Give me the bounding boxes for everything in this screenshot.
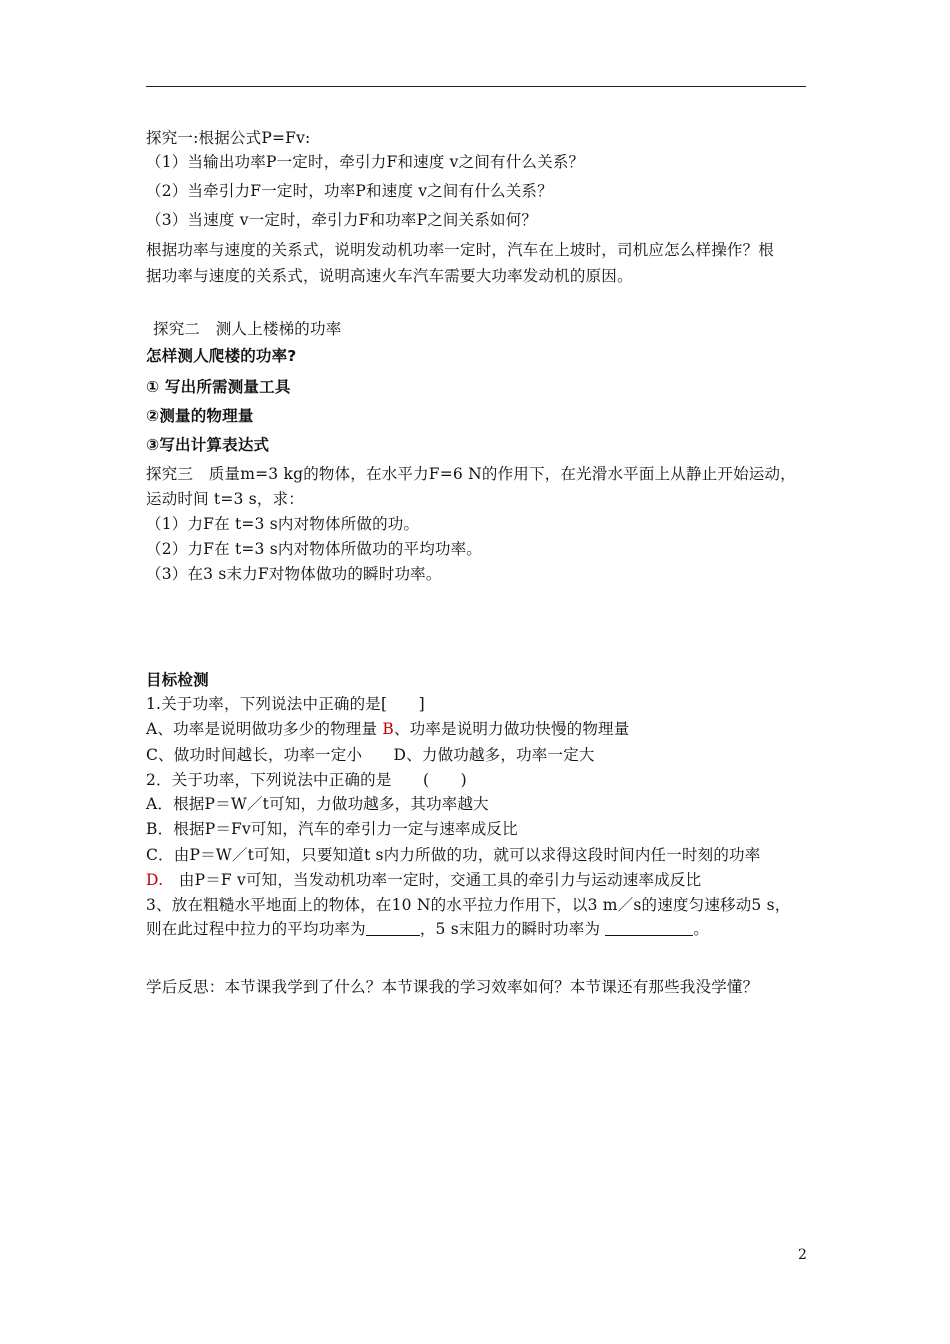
explore2-step-3: ③写出计算表达式 bbox=[146, 436, 270, 454]
q3-text-a: 则在此过程中拉力的平均功率为 bbox=[146, 920, 366, 938]
explore2-step-2: ②测量的物理量 bbox=[146, 407, 254, 425]
explore2-question: 怎样测人爬楼的功率? bbox=[146, 347, 297, 365]
explore3-question-3: （3）在3 s末力F对物体做功的瞬时功率。 bbox=[146, 565, 442, 583]
explore3-question-2: （2）力F在 t=3 s内对物体所做功的平均功率。 bbox=[146, 540, 483, 558]
test-question-2-option-a: A．根据P＝W／t可知，力做功越多，其功率越大 bbox=[146, 795, 489, 813]
answer-blank-1[interactable] bbox=[366, 920, 420, 936]
test-question-2-option-d bbox=[146, 870, 701, 890]
test-question-2: 2．关于功率，下列说法中正确的是 ( ) bbox=[146, 771, 467, 789]
explore3-line-2: 运动时间 t=3 s，求： bbox=[146, 490, 304, 508]
test-question-3-line-2 bbox=[146, 919, 709, 939]
explore2-step-1: ① 写出所需测量工具 bbox=[146, 378, 291, 396]
explore1-paragraph-line-1: 根据功率与速度的关系式，说明发动机功率一定时，汽车在上坡时，司机应怎么样操作？根 bbox=[146, 241, 775, 259]
option-d-letter: D. bbox=[146, 871, 164, 889]
page-number: 2 bbox=[798, 1247, 807, 1263]
explore2-title: 探究二 测人上楼梯的功率 bbox=[153, 320, 342, 338]
option-b-text: 、功率是说明力做功快慢的物理量 bbox=[393, 720, 630, 738]
option-a: A、功率是说明做功多少的物理量 bbox=[146, 720, 378, 738]
explore1-question-2: （2）当牵引力F一定时，功率P和速度 v之间有什么关系？ bbox=[146, 182, 553, 200]
explore3-question-1: （1）力F在 t=3 s内对物体所做的功。 bbox=[146, 515, 420, 533]
q3-text-end: 。 bbox=[693, 920, 709, 938]
option-b-letter: B bbox=[382, 720, 394, 738]
reflection: 学后反思：本节课我学到了什么？本节课我的学习效率如何？本节课还有那些我没学懂？ bbox=[146, 978, 759, 996]
header-rule bbox=[146, 86, 806, 87]
test-question-2-option-b: B．根据P＝Fv可知，汽车的牵引力一定与速率成反比 bbox=[146, 820, 518, 838]
explore1-paragraph-line-2: 据功率与速度的关系式，说明高速火车汽车需要大功率发动机的原因。 bbox=[146, 267, 633, 285]
q3-text-b: ，5 s末阻力的瞬时功率为 bbox=[419, 920, 606, 938]
test-question-1: 1.关于功率，下列说法中正确的是[ ] bbox=[146, 695, 425, 713]
explore1-title: 探究一:根据公式P=Fv: bbox=[146, 129, 311, 147]
test-question-2-option-c: C．由P＝W／t可知，只要知道t s内力所做的功，就可以求得这段时间内任一时刻的功率 bbox=[146, 846, 761, 864]
answer-blank-2[interactable] bbox=[605, 920, 693, 936]
test-question-3-line-1: 3、放在粗糙水平地面上的物体，在10 N的水平拉力作用下，以3 m／s的速度匀速移动5 s， bbox=[146, 896, 791, 914]
option-d-text: 由P＝F v可知，当发动机功率一定时，交通工具的牵引力与运动速率成反比 bbox=[163, 871, 702, 889]
test-title: 目标检测 bbox=[146, 671, 209, 689]
explore3-line-1: 探究三 质量m=3 kg的物体，在水平力F=6 N的作用下，在光滑水平面上从静止开始运动， bbox=[146, 465, 796, 483]
test-question-1-options-ab bbox=[146, 719, 629, 739]
test-question-1-options-cd: C、做功时间越长，功率一定小 D、力做功越多，功率一定大 bbox=[146, 746, 595, 764]
explore1-question-1: （1）当输出功率P一定时，牵引力F和速度 v之间有什么关系？ bbox=[146, 153, 585, 171]
explore1-question-3: （3）当速度 v一定时，牵引力F和功率P之间关系如何？ bbox=[146, 211, 538, 229]
